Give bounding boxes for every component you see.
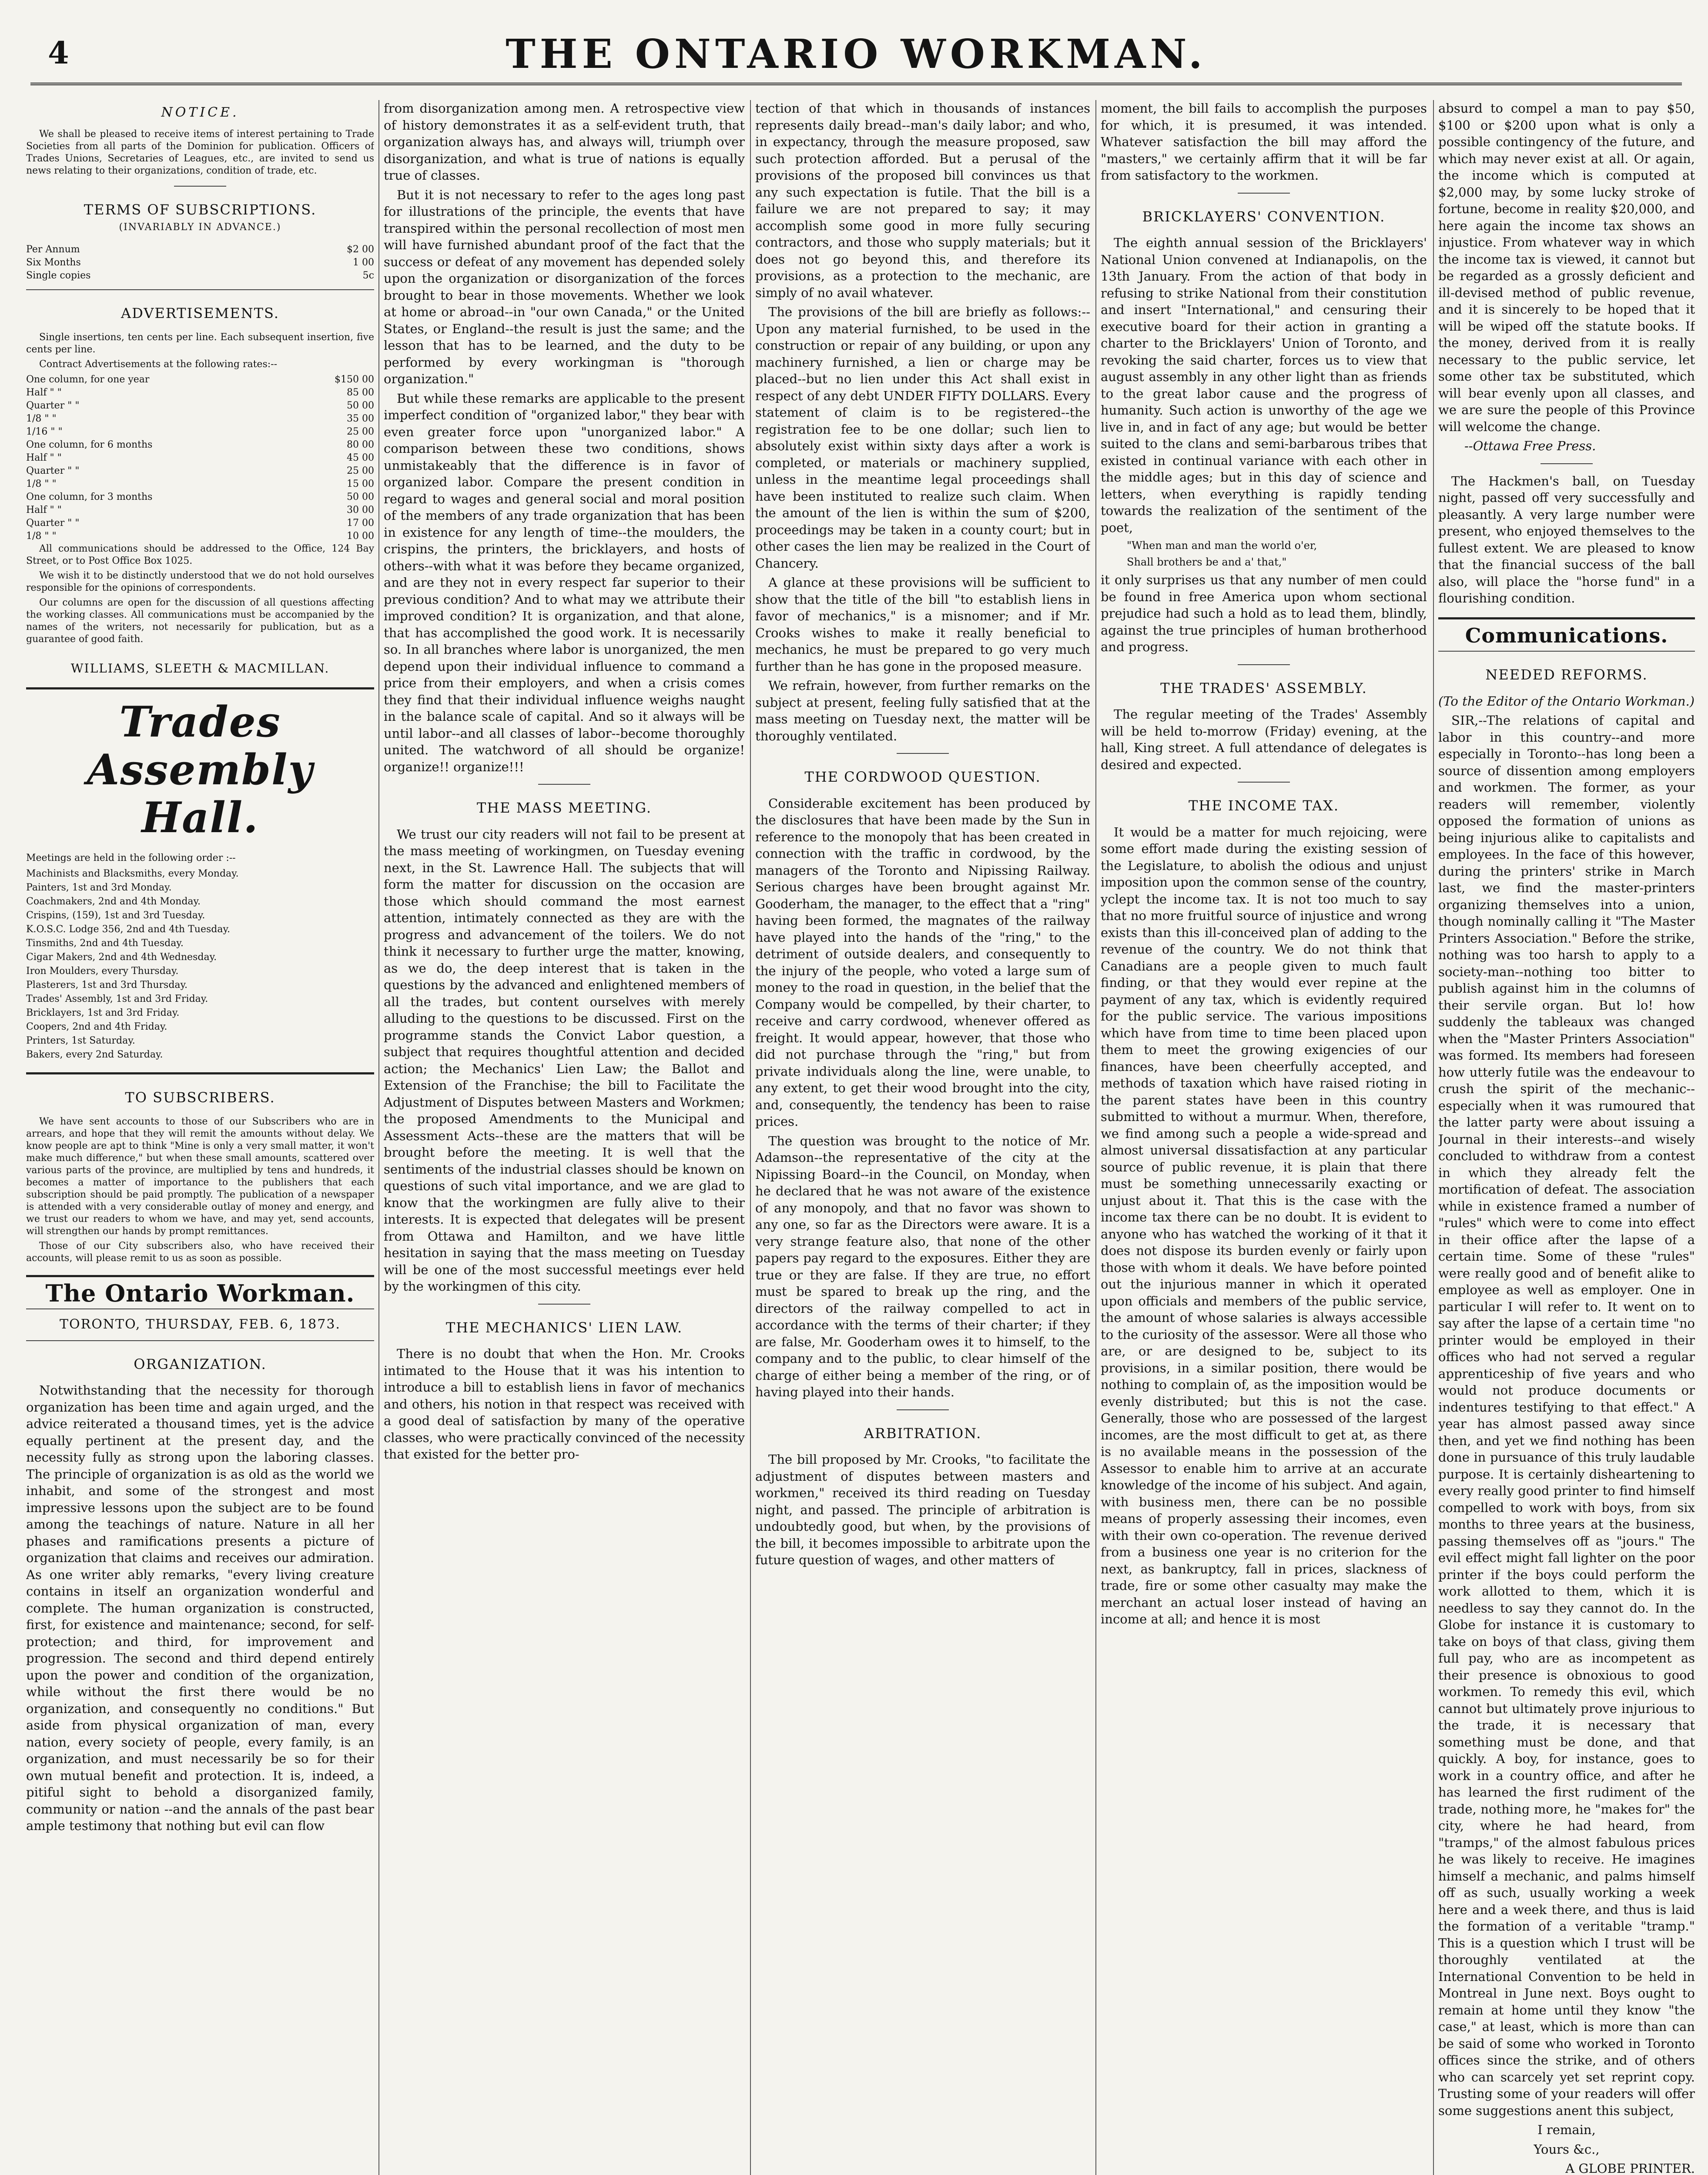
poem-line: "When man and man the world o'er, — [1127, 539, 1317, 552]
hackmen-ball-text: The Hackmen's ball, on Tuesday night, passed off very successfully and pleasantly. A very large number were present, who enjoyed themselves to the fullest extent. We are pleased to know that the financial success of the ball also, will place the "horse fund" in a flourishing condition. — [1438, 473, 1695, 606]
terms-list — [26, 243, 374, 282]
separator — [538, 784, 590, 785]
meeting-item: Crispins, (159), 1st and 3rd Tuesday. — [26, 910, 205, 921]
mass-meeting-text: We trust our city readers will not fail to be present at the mass meeting of workingmen, on Tuesday evening next, in the St. Lawrence Hall. The subjects that will form the matter for discussion on the occasion are those which should command the most earnest attention, intimately connected as they are with the progress and advancement of the toilers. We do not think it necessary to further urge the matter, knowing, as we do, the deep interest that is taken in the questions by the advanced and enlightened members of all the trades, but content ourselves with merely alluding to the questions to be discussed. First on the programme stands the Convict Labor question, a subject that requires thoughtful attention and decided action; the Mechanics' Lien Law; the Ballot and Extension of the Franchise; the bill to Facilitate the Adjustment of Disputes between Masters and Workmen; the proposed Amendments to the Municipal and Assessment Acts--these are the matters that will be brought before the meeting. It is well that the sentiments of the industrial classes should be known on questions of such vital importance, and we are glad to know that the workingmen are fully alive to their interests. It is expected that delegates will be present from Ottawa and Hamilton, and we have little hesitation in saying that the mass meeting on Tuesday will be one of the most successful meetings ever held by the workingmen of this city. — [384, 826, 745, 1294]
meetings-intro: Meetings are held in the following order :-- — [26, 853, 236, 863]
rate-row-value: 30 00 — [347, 504, 374, 515]
terms-row-label: Single copies — [26, 270, 91, 281]
rate-row-label: 1/8 " " — [26, 413, 57, 424]
divider — [26, 1072, 374, 1074]
terms-row — [26, 269, 374, 282]
terms-subtitle: (INVARIABLY IN ADVANCE.) — [119, 222, 281, 233]
meeting-item: Bakers, every 2nd Saturday. — [26, 1049, 163, 1060]
separator — [1238, 782, 1290, 783]
organization-paragraph: But it is not necessary to refer to the ages long past for illustrations of the principle, the events that have transpired within the personal recollection of most men will have furnished abundant proof of the fact that the success or defeat of any movement has depended solely upon the organization or disorganization of the forces brought to bear in those movements. Whether we look at home or abroad--in "our own Canada," or the United States, or England--the result is just the same; and the lesson that has to be learned, and the duty to be performed by every workingman is "thorough organization." — [384, 187, 745, 386]
notice-text: We shall be pleased to receive items of interest pertaining to Trade Societies from all parts of the Dominion for publication. Officers of Trades Unions, Secretaries of Leagues, etc., are invited to send us news relating to their organizations, condition of trade, etc. — [26, 128, 374, 176]
organization-continued: from disorganization among men. A retrospective view of history demonstrates it as a self-evident truth, that organization always has, and always will, triumph over disorganization, and what is true of nations is equally true of classes. — [384, 101, 745, 183]
terms-row-value: 1 00 — [353, 257, 374, 268]
separator — [538, 1304, 590, 1305]
rate-row-label: One column, for 6 months — [26, 439, 153, 450]
dateline: TORONTO, THURSDAY, FEB. 6, 1873. — [60, 1317, 341, 1332]
communications-title: Communications. — [1465, 623, 1668, 647]
organization-text: Notwithstanding that the necessity for thorough organization has been time and again urged, and the advice reiterated a thousand times, yet is the advice equally pertinent at the present day, and the necessity fully as strong upon the laboring classes. The principle of organization is as old as the world we inhabit, and some of the strongest and most impressive lessons upon the subject are to be found among the teachings of nature. Nature in all her phases and ramifications presents a picture of organization that claims and receives our admiration. As one writer ably remarks, "every living creature contains in itself an organization wonderful and complete. The human organization is constructed, first, for existence and maintenance; second, for self-protection; and third, for improvement and progression. The second and third depend entirely upon the power and condition of the organization, while without the first there would be no organization, and consequently no conditions." But aside from physical organization of man, every nation, every society of people, every family, is an organization, and must necessarily be so for their own mutual benefit and protection. It is, indeed, a pitiful sight to behold a disorganized family, community or nation --and the annals of the past bear ample testimony that nothing but evil can flow — [26, 1383, 374, 1833]
trades-assembly-notice-text: The regular meeting of the Trades' Assembly will be held to-morrow (Friday) evening, at the hall, King street. A full attendance of delegates is desired and expected. — [1101, 707, 1427, 772]
terms-row-value: 5c — [362, 270, 374, 281]
rate-row-label: One column, for 3 months — [26, 491, 153, 502]
page-header — [30, 17, 1682, 85]
divider — [26, 1308, 374, 1309]
contract-text: Contract Advertisements at the following rates:-- — [39, 358, 278, 370]
lien-law-paragraph: The provisions of the bill are briefly as follows:--Upon any material furnished, to be used in the construction or repair of any building, or upon any machinery furnished, a lien or charge may be placed--but no lien under this Act shall exist in respect of any debt UNDER FIFTY DOLLARS. Every statement of claim is to be registered--the registration fee to be one dollar; such lien to absolutely exist within sixty days after a work is completed, or materials or machinery supplied, unless in the meantime legal proceedings shall have been instituted to realize such claim. When the amount of the lien is within the sum of $200, proceedings may be taken in a county court; but in other cases the lien may be realized in the Court of Chancery. — [755, 304, 1090, 571]
trades-assembly-notice-title: THE TRADES' ASSEMBLY. — [1160, 679, 1367, 696]
rate-row-value: 17 00 — [347, 517, 374, 529]
arbitration-title: ARBITRATION. — [864, 1425, 982, 1442]
column-rule — [750, 100, 751, 2175]
arbitration-text: The bill proposed by Mr. Crooks, "to facilitate the adjustment of disputes between masters and workmen," received its third reading on Tuesday night, and passed. The principle of arbitration is undoubtedly good, but when, by the provisions of the bill, it becomes impossible to arbitrate upon the future question of wages, and other matters of — [755, 1452, 1090, 1567]
page-number: 4 — [48, 35, 69, 71]
paper-name: The Ontario Workman. — [45, 1279, 355, 1307]
mass-meeting-title: THE MASS MEETING. — [476, 800, 652, 816]
adverts-title: ADVERTISEMENTS. — [121, 305, 279, 321]
rate-row-value: 45 00 — [347, 452, 374, 463]
letter-closing: I remain, — [1537, 2122, 1596, 2137]
rate-row-label: Quarter " " — [26, 465, 80, 476]
terms-row-label: Six Months — [26, 257, 81, 268]
rate-row — [26, 412, 374, 425]
rate-row-label: Half " " — [26, 387, 62, 398]
letter-closing: Yours &c., — [1534, 2142, 1600, 2157]
source-credit: --Ottawa Free Press. — [1464, 438, 1596, 453]
rate-row-label: Quarter " " — [26, 517, 80, 529]
rate-row — [26, 491, 374, 504]
divider — [1438, 651, 1695, 652]
rate-row-label: 1/8 " " — [26, 478, 57, 489]
rate-row — [26, 465, 374, 478]
divider — [26, 1275, 374, 1277]
city-subscribers-note: Those of our City subscribers also, who have received their accounts, will please remit to us as soon as possible. — [26, 1240, 374, 1264]
divider — [26, 289, 374, 290]
subscribers-title: TO SUBSCRIBERS. — [125, 1089, 275, 1106]
meeting-item: Painters, 1st and 3rd Monday. — [26, 882, 172, 893]
bricklayers-title: BRICKLAYERS' CONVENTION. — [1142, 208, 1386, 225]
organization-title: ORGANIZATION. — [134, 1355, 267, 1372]
rate-row-value: 50 00 — [347, 400, 374, 411]
terms-row-value: $2 00 — [347, 244, 374, 255]
rate-row-label: 1/8 " " — [26, 530, 57, 542]
needed-reforms-text: SIR,--The relations of capital and labor in this country--and more especially in Toronto--has long been a source of dissention among employers and workmen. The former, as your readers will remember, violently opposed the formation of unions as being injurious alike to capitalists and employees. In the face of this however, during the printers' strike in March last, we find the master-printers organizing themselves into a union, though nominally calling it "The Master Printers Association." Before the strike, nothing was too harsh to apply to a society-man--nothing too bitter to publish against him in the columns of their servile organ. But lo! how suddenly the tableaux was changed when the "Master Printers Association" was formed. Its members had foreseen how utterly futile was the endeavour to crush the spirit of the mechanic--especially when it was rumoured that the latter party were about issuing a Journal in their interests--and wisely concluded to withdraw from a contest in which they already felt the mortification of defeat. The association while in existence framed a number of "rules" which were to come into effect in their office after the lapse of a certain time. Some of these "rules" were really good and of benefit alike to employee as well as employer. One in particular I will refer to. It went on to say after the lapse of a certain time "no printer would be employed in their offices who had not served a regular apprenticeship of five years and who would not produce documents or indentures testifying to that effect." A year has almost passed away since then, and yet we find nothing has been done in pursuance of this truly laudable purpose. It is certainly disheartening to every really good printer to find himself compelled to work with boys, from six months to three years at the business, passing themselves off as "jours." The evil effect might fall lighter on the poor printer if the boys could perform the work allotted to them, which it is needless to say they cannot do. In the Globe for instance it is customary to take on boys of that class, giving them full pay, who are as incompetent as their presence is obnoxious to good workmen. To remedy this evil, which cannot but ultimately prove injurious to the trade, it is necessary that something must be done, and that quickly. A boy, for instance, goes to work in a country office, and after he has learned the first rudiment of the trade, nothing more, he "makes for" the city, where he had heard, from "tramps," of the almost fabulous prices he was likely to receive. He imagines himself a mechanic, and palms himself off as such, usually working a week here and a week there, and thus is laid the formation of a veritable "tramp." This is a question which I trust will be thoroughly ventilated at the International Convention to be held in Montreal in June next. Boys ought to remain at home until they know "the case," at least, which is more than can be said of some who worked in Toronto offices since the strike, and of others who can scarcely yet set reprint copy. Trusting some of your readers will offer some suggestions anent this subject, — [1438, 713, 1695, 2118]
rate-row-label: 1/16 " " — [26, 426, 63, 437]
divider — [26, 687, 374, 689]
rate-row — [26, 452, 374, 465]
divider — [26, 1340, 374, 1341]
separator — [1541, 463, 1593, 464]
rates-list — [26, 373, 374, 543]
lien-law-paragraph: We refrain, however, from further remarks on the subject at present, feeling fully satisfied that at the mass meeting on Tuesday next, the matter will be thoroughly ventilated. — [755, 678, 1090, 743]
cordwood-text: Considerable excitement has been produced by the disclosures that have been made by the Sun in reference to the monopoly that has been created in connection with the traffic in cordwood, by the managers of the Toronto and Nipissing Railway. Serious charges have been brought against Mr. Gooderham, the manager, to the effect that a "ring" having been formed, the magnates of the railway have played into the hands of the "ring," to the detriment of outside dealers, and consequently to the injury of the people, who voted a large sum of money to the road in question, in the belief that the Company would be compelled, by their charter, to receive and carry cordwood, whenever offered as freight. It would appear, however, that those who did not purchase through the "ring," but from private individuals along the line, were unable, to any extent, to get their wood brought into the city, and, consequently, the tendency has been to raise prices. — [755, 796, 1090, 1129]
separator — [897, 753, 949, 754]
income-tax-title: THE INCOME TAX. — [1188, 797, 1340, 814]
notice-title: NOTICE. — [161, 105, 239, 120]
income-tax-continued: absurd to compel a man to pay $50, $100 or $200 upon what is only a possible contingency of the future, and which may never exist at all. Or again, the income which is computed at $2,000 may, by some lucky stroke of fortune, become in reality $20,000, and here again the income tax shows an injustice. From whatever way in which the income tax is viewed, it cannot but be regarded as a grossly deficient and ill-devised method of public revenue, and it is sincerely to be hoped that it will be wiped off the statute books. If the money, derived from it is really necessary to the public service, let some other tax be substituted, which will bear evenly upon all classes, and we are sure the people of this Province will welcome the change. — [1438, 101, 1695, 434]
columns-note: Our columns are open for the discussion of all questions affecting the working classes. All communications must be accompanied by the names of the writers, not necessarily for publication, but as a guarantee of good faith. — [26, 597, 374, 645]
rate-row — [26, 399, 374, 412]
rate-row-label: Quarter " " — [26, 400, 80, 411]
terms-row — [26, 243, 374, 256]
rate-row-value: 15 00 — [347, 478, 374, 489]
meeting-item: Coachmakers, 2nd and 4th Monday. — [26, 896, 201, 907]
rate-row-label: One column, for one year — [26, 374, 150, 385]
meeting-item: Plasterers, 1st and 3rd Thursday. — [26, 980, 188, 990]
rate-row-value: 10 00 — [347, 530, 374, 542]
meeting-item: Tinsmiths, 2nd and 4th Tuesday. — [26, 938, 184, 949]
terms-row — [26, 256, 374, 269]
letter-signature: A GLOBE PRINTER. — [1565, 2161, 1695, 2175]
publishers: WILLIAMS, SLEETH & MACMILLAN. — [70, 661, 330, 676]
needed-reforms-title: NEEDED REFORMS. — [1485, 666, 1648, 683]
rate-row — [26, 425, 374, 438]
terms-row-label: Per Annum — [26, 244, 80, 255]
column-3 — [755, 100, 1090, 2175]
rate-row — [26, 478, 374, 491]
meeting-item: Bricklayers, 1st and 3rd Friday. — [26, 1007, 180, 1018]
column-rule — [1095, 100, 1096, 2175]
rate-row — [26, 373, 374, 386]
income-tax-text: It would be a matter for much rejoicing, were some effort made during the existing session of the Legislature, to abolish the odious and unjust imposition upon the common sense of the country, yclept the income tax. It is not too much to say that no more fruitful source of injustice and wrong exists than this ill-conceived plan of adding to the revenue of the country. We do not think that Canadians are a people given to much fault finding, or that they would ever repine at the payment of any tax, which is evidently required for the public service. The various impositions which have from time to time been placed upon them to meet the growing exigencies of our finances, have been cheerfully accepted, and methods of taxation which have raised rioting in the parent states have been in this country submitted to without a murmur. When, therefore, we find among such a people a wide-spread and almost universal dissatisfaction at any particular source of public revenue, it is plain that there must be something unnecessarily exacting or unjust about it. That this is the case with the income tax there can be no doubt. It is evident to anyone who has watched the working of it that it does not dispose its burden evenly or fairly upon those with whom it deals. We have before pointed out the injurious manner in which it operated upon officials and members of the public service, the amount of whose salaries is always accessible to the curiosity of the assessor. Were all those who are, or are designed to be, subject to its provisions, in a similar position, there would be nothing to complain of, as the imposition would be evenly distributed; but this is not the case. Generally, those who are possessed of the largest incomes, are the most difficult to get at, as there is no available means in the possession of the Assessor to enable him to arrive at an accurate knowledge of the income of his subject. And again, with business men, there can be no possible means of properly assessing their incomes, even with their own co-operation. The revenue derived from a business one year is no criterion for the next, as bankruptcy, fall in prices, slackness of trade, fire or some other casualty may make the merchant an actual loser instead of having an income at all; and hence it is most — [1101, 824, 1427, 1626]
meeting-item: Trades' Assembly, 1st and 3rd Friday. — [26, 994, 208, 1004]
cordwood-title: THE CORDWOOD QUESTION. — [804, 769, 1041, 785]
letter-address: (To the Editor of the Ontario Workman.) — [1438, 693, 1695, 709]
address-note: All communications should be addressed to the Office, 124 Bay Street, or to Post Office Box 1025. — [26, 543, 374, 566]
rate-row-value: 85 00 — [347, 387, 374, 398]
arbitration-continued: moment, the bill fails to accomplish the purposes for which, it is presumed, it was intended. Whatever satisfaction the bill may afford the "masters," we certainly affirm that it will be far from satisfactory to the workmen. — [1101, 101, 1427, 183]
adverts-text: Single insertions, ten cents per line. Each subsequent insertion, five cents per line. — [26, 331, 374, 355]
rate-row-value: $150 00 — [335, 374, 374, 385]
column-rule — [1433, 100, 1434, 2175]
column-rule — [378, 100, 379, 2175]
meeting-item: K.O.S.C. Lodge 356, 2nd and 4th Tuesday. — [26, 924, 230, 935]
meeting-item: Iron Moulders, every Thursday. — [26, 966, 179, 977]
lien-law-text: There is no doubt that when the Hon. Mr. Crooks intimated to the House that it was his intention to introduce a bill to establish liens in favor of mechanics and others, his notion in that respect was received with a good deal of satisfaction by many of the operative classes, who were practically convinced of the necessity that existed for the better pro- — [384, 1346, 745, 1462]
column-2 — [384, 100, 745, 2175]
meeting-item: Cigar Makers, 2nd and 4th Wednesday. — [26, 952, 217, 963]
cordwood-paragraph: The question was brought to the notice of Mr. Adamson--the representative of the city at the Nipissing Board--in the Council, on Monday, when he declared that he was not aware of the existence of any monopoly, and that no favor was shown to any one, so far as the Directors were aware. It is a very strange feature also, that none of the other papers pay regard to the exposures. Either they are true or they are false. If they are true, no effort must be spared to break up the ring, and the directors of the railway compelled to act in accordance with the terms of their charter; if they are false, Mr. Gooderham owes it to himself, to the company and to the public, to clear himself of the charge of either being a member of the ring, or of having played into their hands. — [755, 1133, 1090, 1399]
column-5 — [1438, 100, 1695, 2175]
rate-row — [26, 517, 374, 530]
meeting-item: Coopers, 2nd and 4th Friday. — [26, 1021, 167, 1032]
rate-row-label: Half " " — [26, 504, 62, 515]
rate-row-value: 35 00 — [347, 413, 374, 424]
separator — [1238, 193, 1290, 194]
rate-row-label: Half " " — [26, 452, 62, 463]
separator — [897, 1409, 949, 1410]
rate-row — [26, 386, 374, 399]
separator — [174, 186, 226, 187]
bricklayers-paragraph: it only surprises us that any number of men could be found in free America upon whom sectional prejudice had such a hold as to lead them, blindly, against the true principles of human brotherhood and progress. — [1101, 572, 1427, 654]
rate-row — [26, 504, 374, 517]
trades-assembly-title: Trades Assembly Hall. — [87, 697, 314, 842]
lien-law-title: THE MECHANICS' LIEN LAW. — [445, 1319, 683, 1336]
rate-row-value: 80 00 — [347, 439, 374, 450]
rate-row-value: 25 00 — [347, 426, 374, 437]
separator — [1238, 664, 1290, 665]
responsibility-note: We wish it to be distinctly understood that we do not hold ourselves responsible for the opinions of correspondents. — [26, 570, 374, 593]
terms-title: TERMS OF SUBSCRIPTIONS. — [84, 201, 317, 218]
meeting-item: Machinists and Blacksmiths, every Monday. — [26, 868, 239, 879]
rate-row — [26, 438, 374, 452]
column-4 — [1101, 100, 1427, 2175]
lien-law-paragraph: A glance at these provisions will be sufficient to show that the title of the bill "to establish liens in favor of mechanics," is a misnomer; and if Mr. Crooks wishes to make it really beneficial to mechanics, he must be prepared to go very much further than he has gone in the proposed measure. — [755, 575, 1090, 674]
rate-row — [26, 530, 374, 543]
lien-law-continued: tection of that which in thousands of instances represents daily bread--man's daily labor; and who, in expectancy, through the measure proposed, saw such protection afforded. But a perusal of the provisions of the proposed bill convinces us that any such expectation is futile. That the bill is a failure we are not prepared to say; it may accomplish some good in more fully securing contractors, and those who supply materials; but it does not go beyond this, and therefore its provisions, as a protection to the mechanic, are simply of no avail whatever. — [755, 101, 1090, 300]
subscribers-text: We have sent accounts to those of our Subscribers who are in arrears, and hope that they will remit the amounts without delay. We know people are apt to think "Mine is only a very small matter, it won't make much difference," but when these small amounts, scattered over various parts of the province, are multiplied by tens and hundreds, it becomes a matter of importance to the publishers that each subscription should be paid promptly. The publication of a newspaper is attended with a very considerable outlay of money and energy, and we trust our readers to whom we have, and may yet, send accounts, will strengthen our hands by prompt remittances. — [26, 1116, 374, 1237]
meetings-list — [26, 867, 374, 1062]
column-1 — [26, 100, 374, 2175]
meeting-item: Printers, 1st Saturday. — [26, 1035, 135, 1046]
poem-line: Shall brothers be and a' that," — [1127, 556, 1287, 568]
rate-row-value: 50 00 — [347, 491, 374, 502]
masthead: THE ONTARIO WORKMAN. — [506, 30, 1207, 77]
divider — [1438, 617, 1695, 619]
bricklayers-text: The eighth annual session of the Bricklayers' National Union convened at Indianapolis, on the 13th January. From the action of that body in refusing to strike National from their constitution and insert "International," and censuring their executive board for their action in granting a charter to the Bricklayers' Union of Toronto, and revoking the said charter, forces us to view that august assembly in any other light than as friends to the great labor cause and the progress of humanity. Such action is unworthy of the age we live in, and in fact of any age; but would be better suited to the clans and semi-barbarous tribes that existed in continual variance with each other in the middle ages; but in this day of science and letters, when everything is rapidly tending towards the realization of the sentiment of the poet, — [1101, 235, 1427, 535]
organization-paragraph: But while these remarks are applicable to the present imperfect condition of "organized labor," they bear with even greater force upon "unorganized labor." A comparison between these two conditions, shows unmistakeably that the difference is in favor of organized labor. Compare the present condition in regard to wages and general social and moral position of the members of any trade organization that has been in existence for any length of time--the moulders, the crispins, the printers, the bricklayers, and hosts of others--with what it was before they became organized, and are they not in every respect far superior to their previous condition? And to what may we attribute their improved condition? It is organization, and that alone, that has accomplished the good work. It is necessarily so. In all branches where labor is unorganized, the men depend upon their individual influence to command a price from their employers, and when a crisis comes they find that their individual influence weighs naught in the balance scale of capital. And so it always will be until labor--and all classes of labor--become thoroughly united. The watchword of all should be organize! organize!! organize!!! — [384, 391, 745, 774]
rate-row-value: 25 00 — [347, 465, 374, 476]
